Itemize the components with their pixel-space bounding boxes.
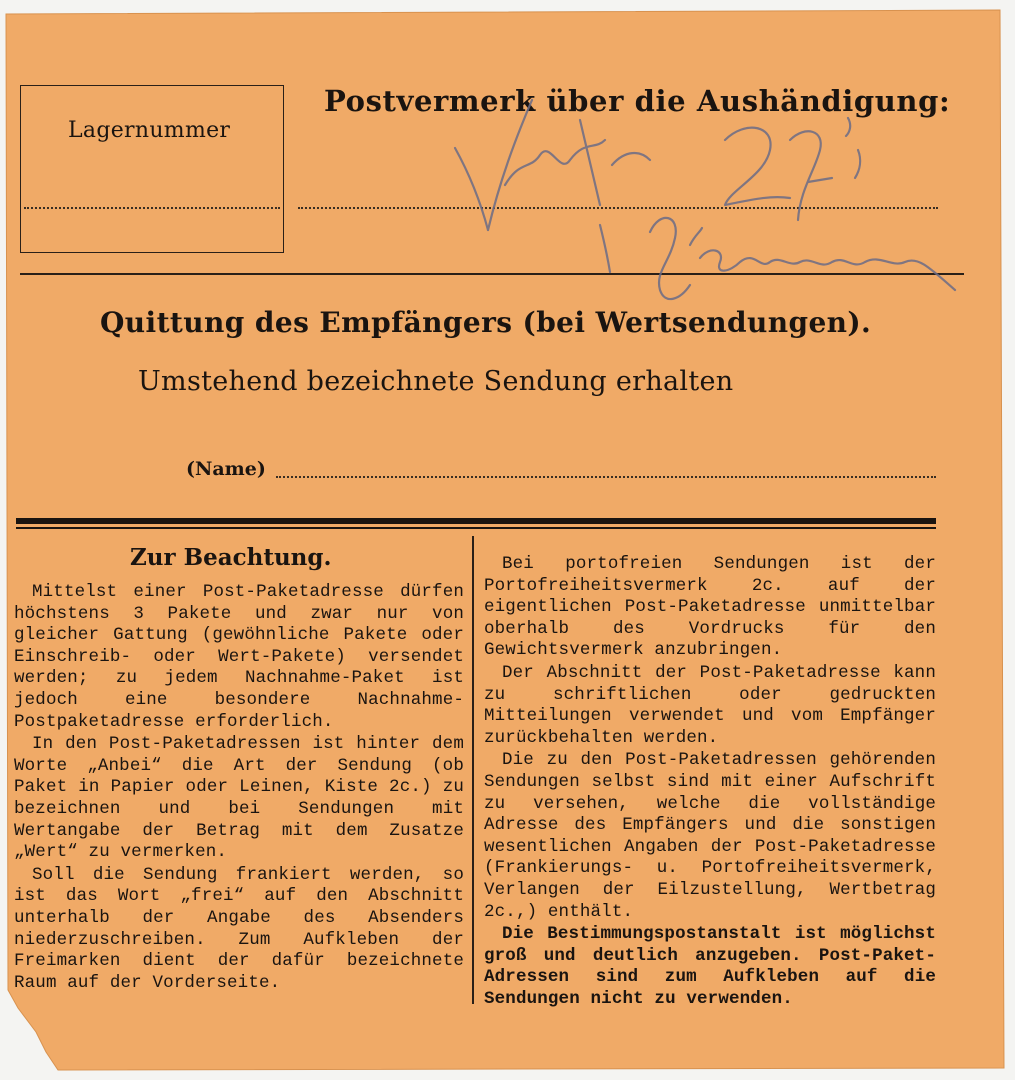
section-divider <box>20 273 964 275</box>
delivery-note-title: Postvermerk über die Aushändigung: <box>324 84 951 118</box>
storage-number-label: Lagernummer <box>68 118 231 143</box>
storage-number-line <box>24 207 280 209</box>
note-right-4: Die Bestimmungspostanstalt ist möglichst groß und deutlich anzugeben. Post-Paket-Adressen sind zum Aufkleben auf die Sendungen nicht zu verwenden. <box>484 924 936 1009</box>
column-divider <box>472 536 474 1004</box>
notes-left-column <box>14 582 464 994</box>
receipt-name-label: (Name) <box>186 458 266 480</box>
receipt-name-line <box>276 476 936 478</box>
heavy-rule <box>16 518 936 524</box>
note-left-2: In den Post-Paketadressen ist hinter dem Worte „Anbei“ die Art der Sendung (ob Paket in Papier oder Leinen, Kiste 2c.) zu bezeichnen und bei Sendungen mit Wertangabe der Betrag mit dem Zusatze „Wert“ zu vermerken. <box>14 734 464 863</box>
notes-right-column <box>484 554 936 1010</box>
notes-heading: Zur Beachtung. <box>130 544 332 571</box>
note-right-2: Der Abschnitt der Post-Paketadresse kann zu schriftlichen oder gedruckten Mitteilungen verwendet und vom Empfänger zurückbehalten werden. <box>484 662 936 748</box>
note-left-3: Soll die Sendung frankiert werden, so ist das Wort „frei“ auf den Abschnitt unterhalb der Angabe des Absenders niederzuschreiben. Zum Aufkleben der Freimarken dient der dafür bezeichnete Raum auf der Vorderseite. <box>14 864 464 993</box>
note-right-3: Die zu den Post-Paketadressen gehörenden Sendungen selbst sind mit einer Aufschrift zu versehen, welche die vollständige Adresse des Empfängers und die sonstigen wesentlichen Angaben der Post-Paketadresse (Frankierungs- u. Portofreiheitsvermerk, Verlangen der Eilzustellung, Wertbetrag 2c.,) enthält. <box>484 750 936 922</box>
note-right-1: Bei portofreien Sendungen ist der Portofreiheitsvermerk 2c. auf der eigentlichen Post-Paketadresse unmittelbar oberhalb des Vordrucks für den Gewichtsvermerk anzubringen. <box>484 554 936 661</box>
thin-rule <box>16 527 936 529</box>
receipt-title: Quittung des Empfängers (bei Wertsendungen). <box>100 306 872 339</box>
note-left-1: Mittelst einer Post-Paketadresse dürfen höchstens 3 Pakete und zwar nur von gleicher Gattung (gewöhnliche Pakete oder Einschreib- oder Wert-Pakete) versendet werden; zu jedem Nachnahme-Paket ist jedoch eine besondere Nachnahme-Postpaketadresse erforderlich. <box>14 582 464 732</box>
receipt-text: Umstehend bezeichnete Sendung erhalten <box>138 366 734 397</box>
storage-number-box <box>20 85 284 253</box>
delivery-note-line <box>298 207 938 209</box>
